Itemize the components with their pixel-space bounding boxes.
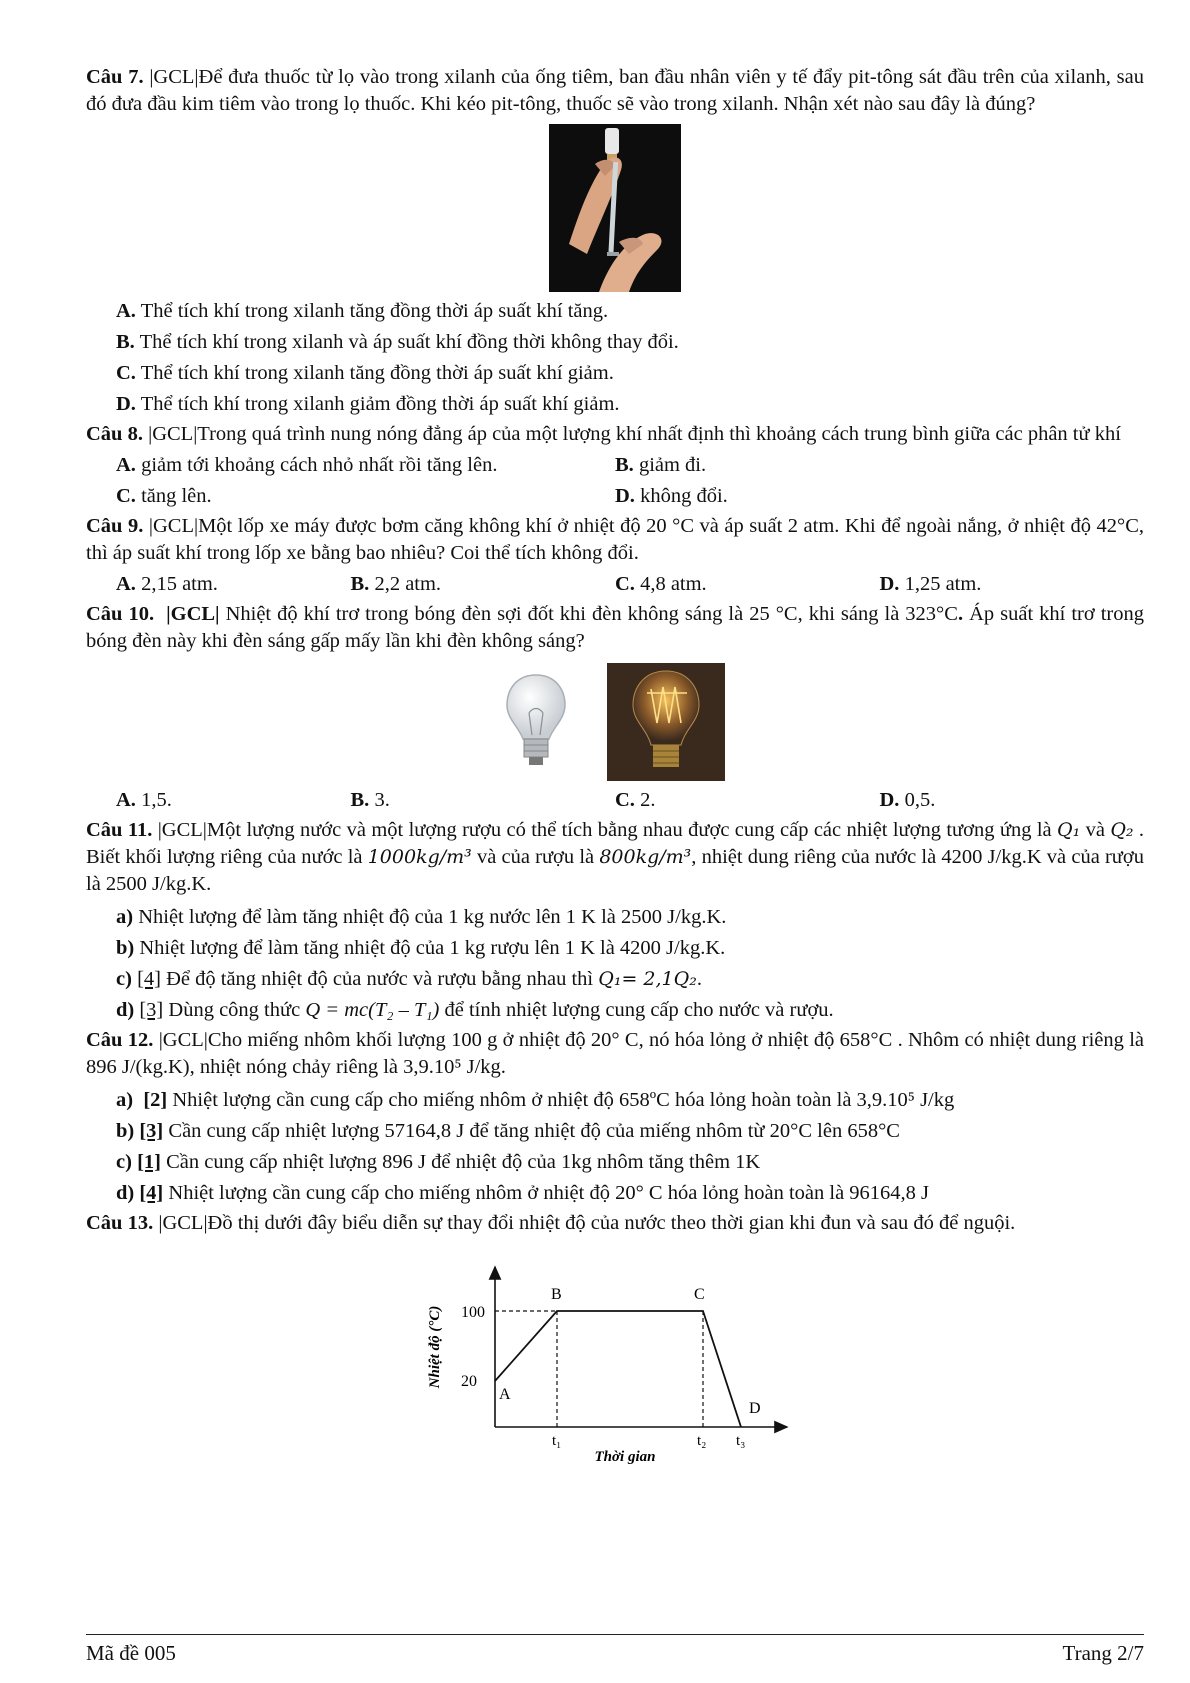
- question-8: Câu 8. |GCL|Trong quá trình nung nóng đẳng áp của một lượng khí nhất định thì khoảng cách trung bình giữa các phân tử khí: [86, 423, 1121, 445]
- question-13: Câu 13. |GCL|Đồ thị dưới đây biểu diễn sự thay đổi nhiệt độ của nước theo thời gian khi đun và sau đó để nguội.: [86, 1212, 1016, 1234]
- q8-option-a: A. giảm tới khoảng cách nhỏ nhất rồi tăng lên.: [116, 454, 498, 476]
- q8-options-row-2: [86, 483, 1144, 510]
- q7-option-c: C. Thể tích khí trong xilanh tăng đồng thời áp suất khí giảm.: [116, 362, 614, 384]
- q8-option-c: C. tăng lên.: [116, 485, 212, 507]
- question-11: Câu 11. |GCL|Một lượng nước và một lượng rượu có thể tích bằng nhau được cung cấp các nhiệt lượng tương ứng là Q₁ và Q₂ . Biết khối lượng riêng của nước là 1000kg/m³ và của rượu là 800kg/m³, nhiệt dung riêng của nước là 4200 J/kg.K và của rượu là 2500 J/kg.K.: [86, 819, 1145, 895]
- q12-statement-b: b) [3] Cần cung cấp nhiệt lượng 57164,8 J để tăng nhiệt độ của miếng nhôm từ 20°C lên 658°C: [116, 1120, 900, 1142]
- temperature-chart: [86, 1255, 1144, 1465]
- q10-option-c: C. 2.: [615, 789, 656, 811]
- x-tick-t3: t₃: [736, 1433, 746, 1449]
- q11-statement-c: c) [4] Để độ tăng nhiệt độ của nước và rượu bằng nhau thì Q₁= 2,1Q₂.: [116, 968, 702, 990]
- q7-option-d: D. Thể tích khí trong xilanh giảm đồng thời áp suất khí giảm.: [116, 393, 620, 415]
- q12-statement-a: a) [2] Nhiệt lượng cần cung cấp cho miếng nhôm ở nhiệt độ 658ºC hóa lỏng hoàn toàn là 3,9.10⁵ J/kg: [116, 1089, 955, 1111]
- q7-option-a: A. Thể tích khí trong xilanh tăng đồng thời áp suất khí tăng.: [116, 300, 609, 322]
- bulb-on-icon: [607, 663, 725, 781]
- q8-option-b: B. giảm đi.: [615, 454, 707, 476]
- q10-option-a: A. 1,5.: [116, 789, 172, 811]
- q10-options-row: [86, 787, 1144, 814]
- bulb-figure: [86, 663, 1144, 781]
- x-tick-t1: t₁: [552, 1433, 562, 1449]
- question-10: Câu 10. |GCL| Nhiệt độ khí trơ trong bóng đèn sợi đốt khi đèn không sáng là 25 °C, khi sáng là 323°C. Áp suất khí trơ trong bóng đèn này khi đèn sáng gấp mấy lần khi đèn không sáng?: [86, 603, 1144, 652]
- q9-option-b: B. 2,2 atm.: [350, 573, 442, 595]
- syringe-photo-image: [549, 124, 681, 292]
- y-tick-100: 100: [461, 1304, 485, 1321]
- y-tick-20: 20: [461, 1373, 477, 1390]
- x-tick-t2: t₂: [697, 1433, 707, 1449]
- q11-statement-b: b) Nhiệt lượng để làm tăng nhiệt độ của 1 kg rượu lên 1 K là 4200 J/kg.K.: [116, 937, 726, 959]
- question-12: Câu 12. |GCL|Cho miếng nhôm khối lượng 100 g ở nhiệt độ 20° C, nó hóa lỏng ở nhiệt độ 658°C . Nhôm có nhiệt dung riêng là 896 J/(kg.K), nhiệt nóng chảy riêng là 3,9.10⁵ J/kg.: [86, 1029, 1144, 1078]
- page-content: [86, 64, 1144, 1465]
- temperature-chart-svg: [415, 1255, 815, 1465]
- point-d-label: D: [749, 1400, 761, 1417]
- bulb-off-icon: [505, 673, 567, 773]
- q9-option-a: A. 2,15 atm.: [116, 573, 218, 595]
- question-9: Câu 9. |GCL|Một lốp xe máy được bơm căng không khí ở nhiệt độ 20 °C và áp suất 2 atm. Khi để ngoài nắng, ở nhiệt độ 42°C, thì áp suất khí trong lốp xe bằng bao nhiêu? Coi thể tích không đổi.: [86, 515, 1144, 564]
- x-axis-label: Thời gian: [594, 1449, 656, 1465]
- point-c-label: C: [694, 1286, 705, 1303]
- q9-options-row: [86, 571, 1144, 598]
- y-axis-label: Nhiệt độ (°C): [427, 1305, 443, 1389]
- q8-option-d: D. không đổi.: [615, 485, 728, 507]
- q7-option-b: B. Thể tích khí trong xilanh và áp suất khí đồng thời không thay đổi.: [116, 331, 679, 353]
- q10-option-b: B. 3.: [350, 789, 390, 811]
- q11-statement-d: d) [3] Dùng công thức Q = mc(T₂ – T₁) để tính nhiệt lượng cung cấp cho nước và rượu.: [116, 999, 834, 1021]
- q10-option-d: D. 0,5.: [879, 789, 936, 811]
- syringe-photo: [86, 124, 1144, 292]
- page-footer: [86, 1634, 1144, 1666]
- q9-option-c: C. 4,8 atm.: [615, 573, 707, 595]
- q12-statement-c: c) [1] Cần cung cấp nhiệt lượng 896 J để nhiệt độ của 1kg nhôm tăng thêm 1K: [116, 1151, 761, 1173]
- point-b-label: B: [551, 1286, 562, 1303]
- question-7: Câu 7. |GCL|Để đưa thuốc từ lọ vào trong xilanh của ống tiêm, ban đầu nhân viên y tế đẩy pit-tông sát đầu trên của xilanh, sau đó đưa đầu kim tiêm vào trong lọ thuốc. Khi kéo pit-tông, thuốc sẽ vào trong xilanh. Nhận xét nào sau đây là đúng?: [86, 66, 1144, 115]
- q9-option-d: D. 1,25 atm.: [879, 573, 982, 595]
- exam-code: Mã đề 005: [86, 1641, 176, 1665]
- point-a-label: A: [499, 1386, 511, 1403]
- temperature-line: [495, 1311, 741, 1427]
- q11-statement-a: a) Nhiệt lượng để làm tăng nhiệt độ của 1 kg nước lên 1 K là 2500 J/kg.K.: [116, 906, 727, 928]
- page-number: Trang 2/7: [1062, 1641, 1144, 1665]
- q12-statement-d: d) [4] Nhiệt lượng cần cung cấp cho miếng nhôm ở nhiệt độ 20° C hóa lỏng hoàn toàn là 96164,8 J: [116, 1182, 930, 1204]
- q8-options-row-1: [86, 452, 1144, 479]
